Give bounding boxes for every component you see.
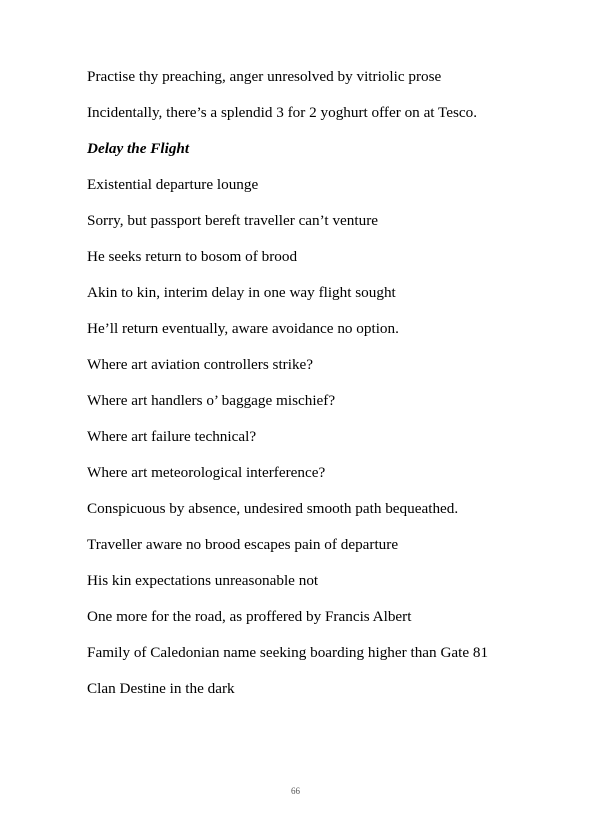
poem-line: His kin expectations unreasonable not (87, 572, 319, 589)
poem-line: Where art aviation controllers strike? (87, 356, 314, 373)
poem-line: Where art meteorological interference? (87, 464, 326, 481)
poem-line: Where art failure technical? (87, 428, 257, 445)
poem-line: He seeks return to bosom of brood (87, 248, 298, 265)
poem-line: Family of Caledonian name seeking boarding higher than Gate 81 (87, 644, 489, 661)
poem-line: Incidentally, there’s a splendid 3 for 2 yoghurt offer on at Tesco. (87, 104, 478, 121)
page-number: 66 (291, 786, 300, 796)
poem-line: One more for the road, as proffered by Francis Albert (87, 608, 412, 625)
poem-line: He’ll return eventually, aware avoidance no option. (87, 320, 399, 337)
poem-text (87, 67, 503, 715)
poem-line: Sorry, but passport bereft traveller can’t venture (87, 212, 378, 229)
poem-title: Delay the Flight (87, 140, 190, 157)
poem-line: Conspicuous by absence, undesired smooth path bequeathed. (87, 500, 459, 517)
poem-line: Clan Destine in the dark (87, 680, 235, 697)
poem-line: Traveller aware no brood escapes pain of departure (87, 536, 399, 553)
poem-line: Practise thy preaching, anger unresolved by vitriolic prose (87, 68, 442, 85)
poem-line: Akin to kin, interim delay in one way flight sought (87, 284, 396, 301)
poem-line: Existential departure lounge (87, 176, 259, 193)
poem-line: Where art handlers o’ baggage mischief? (87, 392, 336, 409)
